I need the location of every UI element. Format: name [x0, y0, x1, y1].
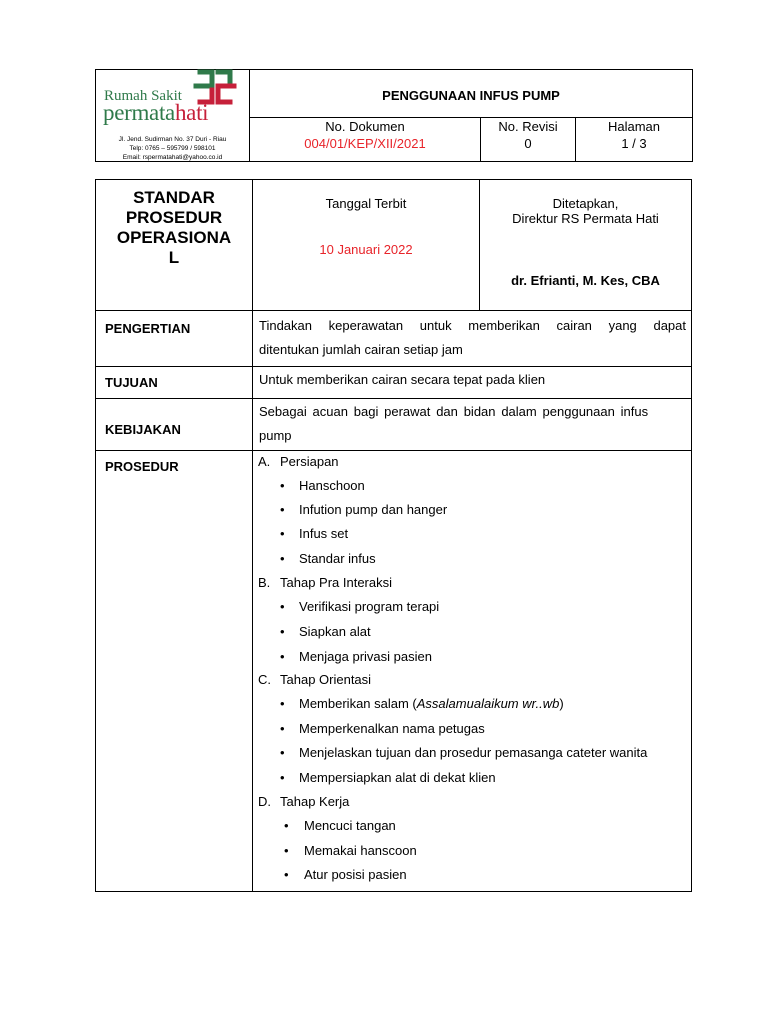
section-c-letter: C.	[258, 672, 271, 687]
spo-title	[96, 188, 252, 268]
bullet: •	[280, 721, 285, 736]
logo-brand	[103, 100, 208, 126]
spo-title-line3: OPERASIONA	[116, 228, 232, 247]
section-b-title: Tahap Pra Interaksi	[280, 575, 393, 590]
label-column-divider	[252, 180, 253, 891]
bullet: •	[280, 624, 285, 639]
kebijakan-label: KEBIJAKAN	[105, 422, 181, 437]
list-item: Menjaga privasi pasien	[299, 649, 432, 664]
logo-line1: Rumah Sakit	[104, 88, 182, 104]
date-value: 10 Januari 2022	[319, 242, 413, 257]
list-item: Atur posisi pasien	[304, 867, 407, 882]
bullet: •	[280, 599, 285, 614]
bullet: •	[284, 843, 289, 858]
kebijakan-line2: pump	[259, 428, 292, 443]
logo-address: Jl. Jend. Sudirman No. 37 Duri - Riau	[118, 136, 227, 143]
logo-phone: Telp: 0765 – 595799 / 598101	[129, 145, 216, 152]
logo-brand-a: permata	[103, 100, 175, 125]
director-title: Direktur RS Permata Hati	[512, 211, 659, 226]
sop-table	[95, 179, 692, 892]
row-sep-2	[96, 366, 691, 367]
logo-brand-b: hati	[174, 100, 209, 125]
bullet: •	[280, 649, 285, 664]
tujuan-text: Untuk memberikan cairan secara tepat pada klien	[259, 372, 546, 387]
spo-title-line1: STANDAR	[133, 188, 215, 207]
bullet: •	[284, 818, 289, 833]
list-item	[299, 696, 564, 711]
section-a-letter: A.	[258, 454, 271, 469]
date-label: Tanggal Terbit	[325, 196, 407, 211]
section-a	[258, 450, 339, 474]
list-item: Mencuci tangan	[304, 818, 396, 833]
pengertian-line2: ditentukan jumlah cairan setiap jam	[259, 342, 463, 357]
row-sep-1	[96, 310, 691, 311]
list-item: Siapkan alat	[299, 624, 371, 639]
section-b-letter: B.	[258, 575, 271, 590]
title-divider	[249, 117, 692, 118]
list-item: Standar infus	[299, 551, 376, 566]
row-sep-3	[96, 398, 691, 399]
doc-no-label: No. Dokumen	[325, 119, 405, 134]
rev-value: 0	[524, 136, 532, 151]
bullet: •	[280, 696, 285, 711]
bullet: •	[280, 526, 285, 541]
rev-label: No. Revisi	[498, 119, 558, 134]
section-c	[258, 668, 371, 692]
doc-title: PENGGUNAAN INFUS PUMP	[382, 88, 560, 103]
list-item: Hanschoon	[299, 478, 365, 493]
bullet: •	[280, 478, 285, 493]
spo-title-line4: L	[168, 248, 180, 267]
section-d-title: Tahap Kerja	[280, 794, 350, 809]
director-name: dr. Efrianti, M. Kes, CBA	[511, 273, 660, 288]
list-item: Memakai hanscoon	[304, 843, 417, 858]
salam-text: Memberikan salam (	[299, 696, 417, 711]
list-item: Mempersiapkan alat di dekat klien	[299, 770, 496, 785]
row-sep-4	[96, 450, 691, 451]
section-a-title: Persiapan	[280, 454, 339, 469]
set-label: Ditetapkan,	[552, 196, 619, 211]
page-label: Halaman	[607, 119, 661, 134]
bullet: •	[280, 502, 285, 517]
bullet: •	[280, 551, 285, 566]
salam-italic: Assalamualaikum wr..wb	[416, 696, 560, 711]
tujuan-label: TUJUAN	[105, 375, 158, 390]
list-item: Verifikasi program terapi	[299, 599, 440, 614]
pengertian-line1: Tindakan keperawatan untuk memberikan cairan yang dapat	[259, 318, 686, 333]
kebijakan-line1: Sebagai acuan bagi perawat dan bidan dalam penggunaan infus	[259, 404, 649, 419]
bullet: •	[280, 770, 285, 785]
section-b	[258, 571, 392, 595]
doc-no-value: 004/01/KEP/XII/2021	[304, 136, 426, 151]
page-value: 1 / 3	[621, 136, 647, 151]
list-item: Menjelaskan tujuan dan prosedur pemasanga cateter wanita	[299, 745, 648, 760]
logo-email: Email: rspermatahati@yahoo.co.id	[122, 154, 223, 161]
spo-title-line2: PROSEDUR	[125, 208, 223, 227]
pengertian-label: PENGERTIAN	[105, 321, 191, 336]
list-item: Memperkenalkan nama petugas	[299, 721, 485, 736]
hospital-logo	[96, 70, 249, 161]
bullet: •	[284, 867, 289, 882]
bullet: •	[280, 745, 285, 760]
list-item: Infus set	[299, 526, 349, 541]
salam-close: )	[559, 696, 564, 711]
list-item: Infution pump dan hanger	[299, 502, 448, 517]
section-d	[258, 790, 349, 814]
prosedur-label: PROSEDUR	[105, 459, 179, 474]
section-c-title: Tahap Orientasi	[280, 672, 372, 687]
section-d-letter: D.	[258, 794, 271, 809]
header-table	[95, 69, 693, 162]
